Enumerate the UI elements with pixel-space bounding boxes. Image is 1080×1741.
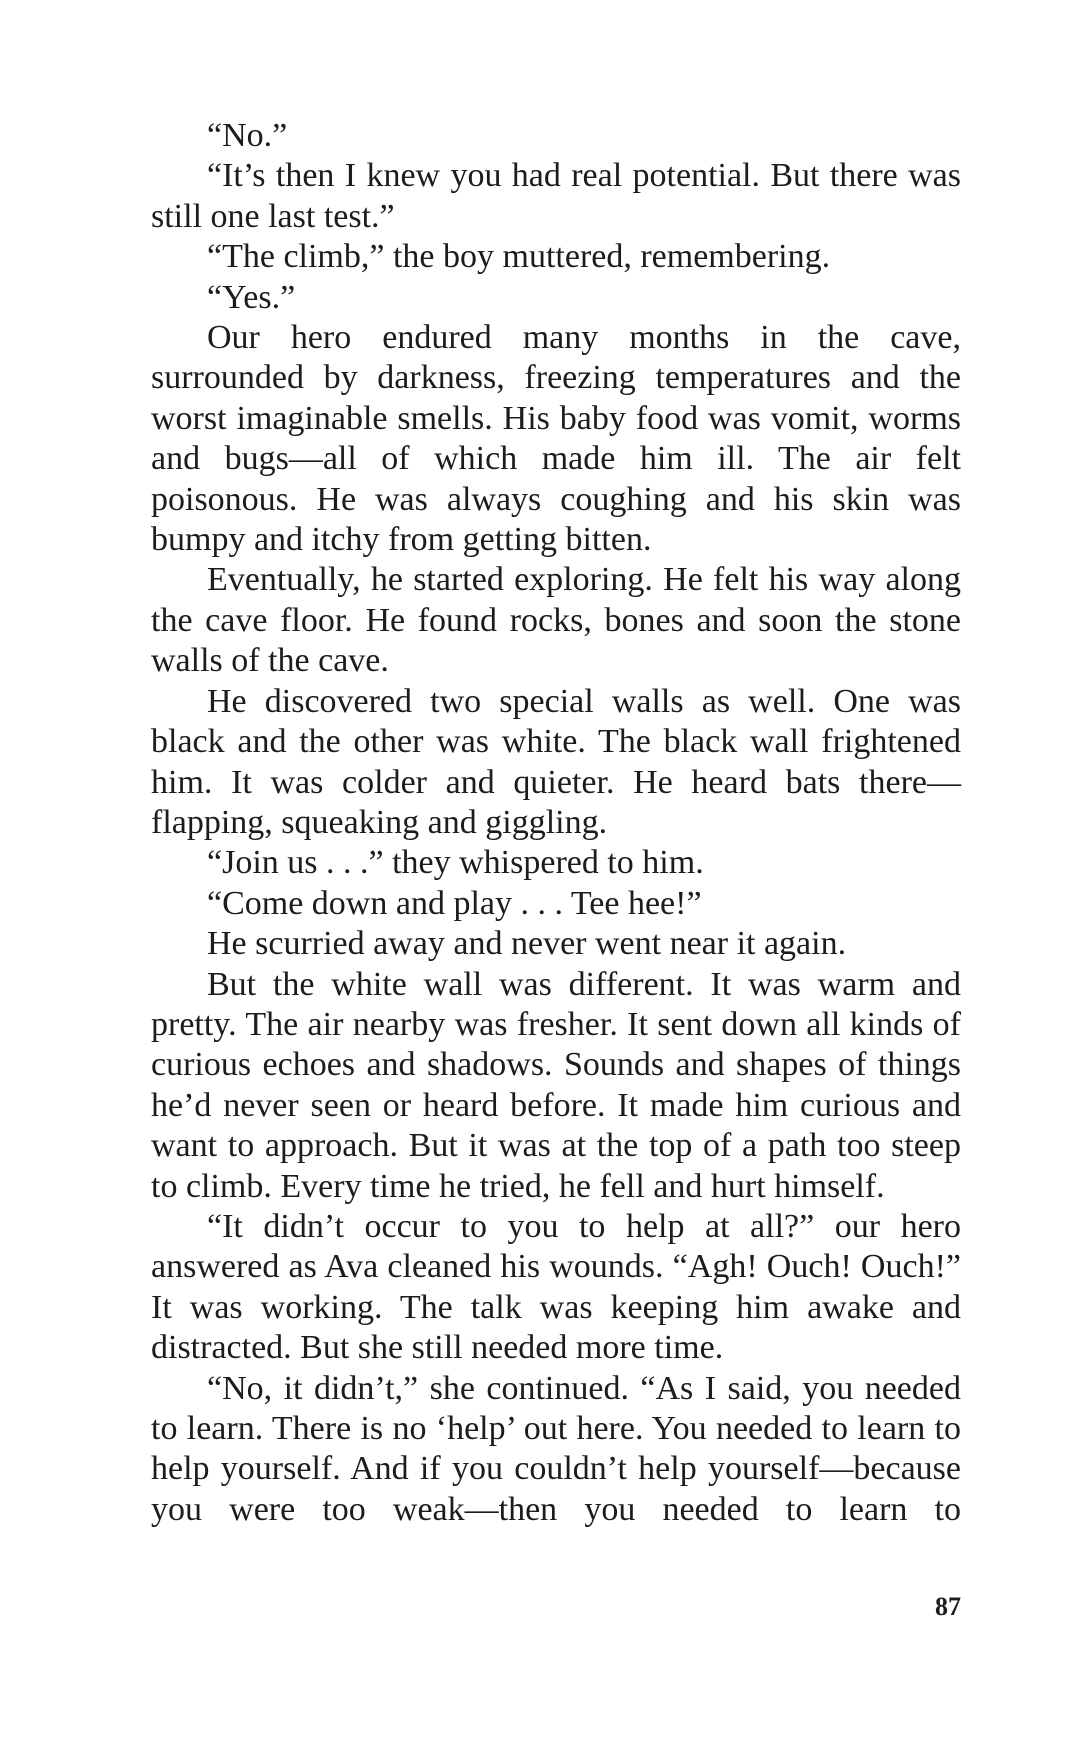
- paragraph-13: “No, it didn’t,” she continued. “As I said, you needed to learn. There is no ‘help’ out here. You needed to learn to help yourself. And if you couldn’t help yourself—because you were too weak—then you needed to learn to: [151, 1369, 961, 1528]
- paragraph-11: But the white wall was different. It was warm and pretty. The air nearby was fresher. It sent down all kinds of curious echoes and shadows. Sounds and shapes of things he’d never seen or heard before. It made him curious and want to approach. But it was at the top of a path too steep to climb. Every time he tried, he fell and hurt himself.: [151, 965, 961, 1205]
- paragraph-7: He discovered two special walls as well. One was black and the other was white. The black wall frightened him. It was colder and quieter. He heard bats there—flapping, squeaking and giggling.: [151, 682, 961, 841]
- paragraph-1: “No.”: [207, 117, 288, 154]
- paragraph-9: “Come down and play . . . Tee hee!”: [207, 884, 702, 922]
- paragraph-4: “Yes.”: [207, 278, 296, 316]
- paragraph-8: “Join us . . .” they whispered to him.: [207, 844, 704, 882]
- paragraph-3: “The climb,” the boy muttered, remembering.: [207, 238, 831, 276]
- page-number: 87: [935, 1592, 961, 1621]
- paragraph-2: “It’s then I knew you had real potential. But there was still one last test.”: [151, 157, 961, 235]
- paragraph-6: Eventually, he started exploring. He felt his way along the cave floor. He found rocks, bones and soon the stone walls of the cave.: [151, 561, 961, 680]
- body-text: [151, 116, 961, 1530]
- paragraph-5: Our hero endured many months in the cave, surrounded by darkness, freezing temperatures and the worst imaginable smells. His baby food was vomit, worms and bugs—all of which made him ill. The air felt poisonous. He was always coughing and his skin was bumpy and itchy from getting bitten.: [151, 319, 961, 559]
- paragraph-10: He scurried away and never went near it again.: [207, 925, 847, 963]
- paragraph-12: “It didn’t occur to you to help at all?” our hero answered as Ava cleaned his wounds. “Agh! Ouch! Ouch!” It was working. The talk was keeping him awake and distracted. But she still needed more time.: [151, 1207, 961, 1367]
